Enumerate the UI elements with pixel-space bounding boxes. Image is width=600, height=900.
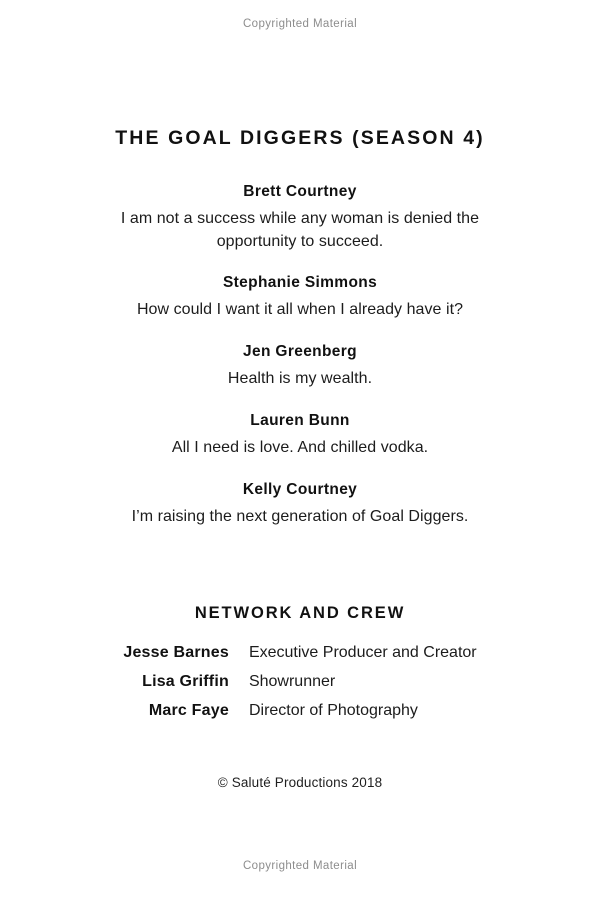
cast-member-quote: How could I want it all when I already have it? — [136, 301, 464, 319]
cast-member-quote: I’m raising the next generation of Goal Diggers. — [131, 507, 469, 525]
list-item — [52, 183, 548, 253]
cast-member-name: Brett Courtney — [243, 183, 357, 200]
watermark-bottom: Copyrighted Material — [242, 860, 358, 872]
crew-member-role: Executive Producer and Creator — [248, 644, 477, 661]
cast-list — [52, 183, 548, 528]
page-title: THE GOAL DIGGERS (SEASON 4) — [115, 127, 485, 149]
cast-member-quote: All I need is love. And chilled vodka. — [171, 438, 429, 456]
crew-member-name: Lisa Griffin — [142, 672, 229, 690]
list-item — [52, 412, 548, 460]
cast-member-name: Lauren Bunn — [250, 411, 350, 429]
cast-member-name: Stephanie Simmons — [222, 274, 378, 292]
watermark-top: Copyrighted Material — [242, 18, 358, 30]
list-item — [52, 343, 548, 391]
table-row — [123, 643, 476, 672]
crew-member-role: Director of Photography — [248, 701, 418, 719]
copyright-line: © Saluté Productions 2018 — [217, 775, 383, 790]
list-item — [52, 274, 548, 322]
table-row — [123, 701, 476, 730]
list-item — [52, 481, 548, 529]
crew-section — [52, 604, 548, 729]
crew-member-name: Marc Faye — [148, 701, 229, 719]
cast-member-name: Kelly Courtney — [242, 480, 358, 498]
cast-member-quote: Health is my wealth. — [227, 370, 373, 388]
crew-table — [123, 643, 476, 729]
crew-member-role: Showrunner — [248, 672, 336, 690]
crew-heading: NETWORK AND CREW — [194, 604, 406, 622]
cast-member-name: Jen Greenberg — [243, 343, 357, 361]
table-row — [123, 672, 476, 701]
cast-member-quote: I am not a success while any woman is denied the opportunity to succeed. — [120, 210, 480, 250]
crew-member-name: Jesse Barnes — [123, 644, 229, 661]
